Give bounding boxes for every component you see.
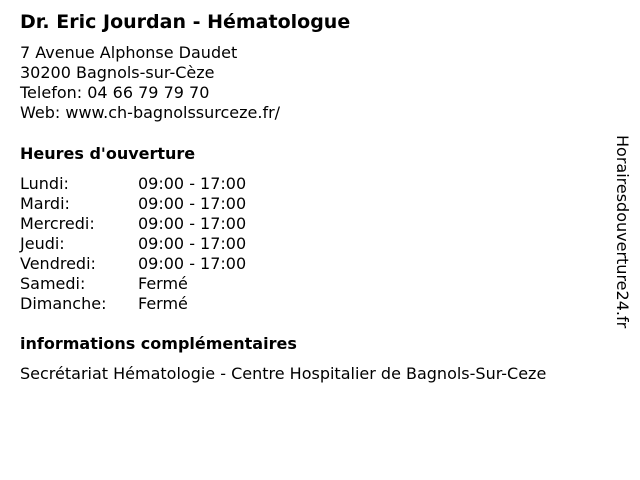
- day-label: Dimanche:: [20, 294, 107, 313]
- additional-info-heading: informations complémentaires: [20, 334, 297, 353]
- time-value: 09:00 - 17:00: [138, 194, 247, 213]
- phone-number: Telefon: 04 66 79 79 70: [20, 83, 210, 102]
- day-label: Samedi:: [20, 274, 86, 293]
- opening-hours-heading: Heures d'ouverture: [20, 144, 196, 163]
- website: Web: www.ch-bagnolssurceze.fr/: [20, 103, 281, 122]
- day-label: Lundi:: [20, 174, 69, 193]
- page-title: Dr. Eric Jourdan - Hématologue: [20, 11, 351, 33]
- time-value: 09:00 - 17:00: [138, 214, 247, 233]
- street-address: 7 Avenue Alphonse Daudet: [20, 43, 238, 62]
- time-value: 09:00 - 17:00: [138, 254, 247, 273]
- day-label: Mardi:: [20, 194, 70, 213]
- city-postal: 30200 Bagnols-sur-Cèze: [20, 63, 215, 82]
- time-value: 09:00 - 17:00: [138, 174, 247, 193]
- additional-info-text: Secrétariat Hématologie - Centre Hospitalier de Bagnols-Sur-Ceze: [20, 364, 547, 383]
- time-value: Fermé: [138, 274, 188, 293]
- time-value: Fermé: [138, 294, 188, 313]
- site-watermark: Horairesdouverture24.fr: [613, 135, 632, 329]
- day-label: Jeudi:: [20, 234, 65, 253]
- time-value: 09:00 - 17:00: [138, 234, 247, 253]
- day-label: Mercredi:: [20, 214, 95, 233]
- address-block: [20, 43, 280, 123]
- day-label: Vendredi:: [20, 254, 96, 273]
